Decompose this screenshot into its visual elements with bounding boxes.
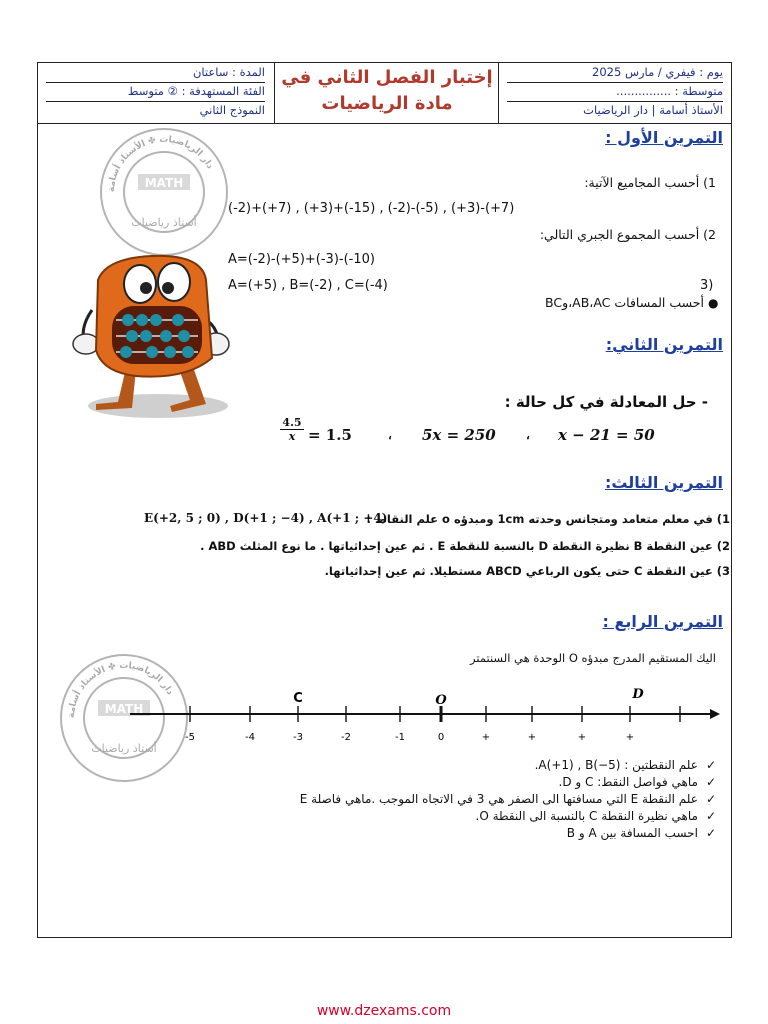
ex4-check-item-text: علم النقطتين : A(+1) , B(−5). <box>534 758 698 772</box>
point-D-label: D <box>632 687 644 702</box>
teacher-name: الأستاذ أسامة | دار الرياضيات <box>583 103 723 117</box>
ex1-sums-expression: (-2)+(+7) , (+3)+(-15) , (-2)-(-5) , (+3)-(+7) <box>228 201 515 216</box>
number-line-tick-label: -5 <box>185 732 195 743</box>
ex1-algebraic-sum-expression: A=(-2)-(+5)+(-3)-(-10) <box>228 252 375 267</box>
eq-separator-1: ، <box>388 428 392 442</box>
ex4-check-item <box>156 809 716 826</box>
ex1-points-values: A=(+5) , B=(-2) , C=(-4) <box>228 278 388 293</box>
eq1-numerator: 4.5 <box>280 416 304 430</box>
ex2-instruction: - حل المعادلة في كل حالة : <box>504 393 708 411</box>
ex3-points-list: E(+2, 5 ; 0) , D(+1 ; −4) , A(+1 ; +4) <box>144 511 388 525</box>
ex4-checklist <box>156 758 716 843</box>
number-line-tick-label: + <box>481 732 491 743</box>
exercise-4-title: التمرين الرابع : <box>602 612 723 631</box>
ex4-check-item-text: ماهي فواصل النقط: C و D. <box>558 775 698 789</box>
stamp-bottom-text-2: أستاذ رياضيات <box>91 742 157 755</box>
footer-url[interactable]: www.dzexams.com <box>316 1003 452 1019</box>
header-left-cell <box>38 63 273 123</box>
number-line-tick-label: + <box>577 732 587 743</box>
stamp-center-text-2: MATH <box>104 702 144 716</box>
number-line <box>130 680 730 760</box>
model-number: النموذج الثاني <box>199 103 265 117</box>
number-line-tick-label: + <box>527 732 537 743</box>
ex1-question-2: 2) أحسب المجموع الجبري التالي: <box>539 227 716 242</box>
checkmark-icon: ✓ <box>705 792 716 806</box>
number-line-tick-label: -4 <box>245 732 255 743</box>
school-name: متوسطة : ............... <box>507 84 723 102</box>
number-line-tick-label: + <box>625 732 635 743</box>
checkmark-icon: ✓ <box>705 775 716 789</box>
ex4-check-item <box>156 758 716 775</box>
number-line-tick-label: -2 <box>341 732 351 743</box>
stamp-ring-text-2: دار الرياضيات ✤ الأستاذ أسامة <box>66 660 175 719</box>
ex1-question-1: 1) أحسب المجاميع الآتية: <box>584 175 716 190</box>
exercise-2-title: التمرين الثاني: <box>605 335 723 354</box>
number-line-tick-label: -1 <box>395 732 405 743</box>
eq1-denominator: x <box>288 430 296 443</box>
ex3-question-1: 1) في معلم متعامد ومتجانس وحدته 1cm ومبدؤه o علم النقاط : <box>366 512 730 526</box>
ex1-question-3-text: أحسب المسافات AB،AC،وBC <box>545 295 704 310</box>
ex4-check-item <box>156 775 716 792</box>
eq2: 5x = 250 <box>422 426 496 444</box>
exam-date: يوم : فيفري / مارس 2025 <box>507 65 723 83</box>
ex4-check-item <box>156 792 716 809</box>
point-C-label: C <box>293 691 303 706</box>
header-right-cell <box>498 63 731 123</box>
ex4-check-item-text: احسب المسافة بين A و B <box>566 826 698 840</box>
ex2-equations-row <box>280 416 660 456</box>
exam-subject: مادة الرياضيات <box>321 93 453 114</box>
stamp-ring-text: دار الرياضيات ✤ الأستاذ أسامة <box>106 134 215 193</box>
ex1-question-3-number: 3) <box>700 278 714 293</box>
ex4-check-item-text: ماهي نظيرة النقطة C بالنسبة الى النقطة O. <box>475 809 698 823</box>
ex4-intro: اليك المستقيم المدرج مبدؤه O الوحدة هي السنتمتر <box>470 651 716 665</box>
watermark-stamp-top <box>98 126 230 258</box>
ex3-question-3: 3) عين النقطة C حتى يكون الرباعي ABCD مستطيلا. ثم عين إحداثياتها. <box>324 564 730 578</box>
number-line-tick-label: -3 <box>293 732 303 743</box>
exercise-1-title: التمرين الأول : <box>605 128 723 147</box>
eq1-rest: = 1.5 <box>308 426 352 444</box>
stamp-bottom-text: أستاذ رياضيات <box>131 216 197 229</box>
abacus-mascot-illustration <box>66 240 234 422</box>
bullet-icon: ● <box>708 296 719 310</box>
number-line-tick-label: 0 <box>437 732 445 743</box>
header-box <box>37 62 732 124</box>
checkmark-icon: ✓ <box>705 809 716 823</box>
target-level: الفئة المستهدفة : ② متوسط <box>46 84 265 102</box>
ex4-check-item-text: علم النقطة E التي مسافتها الى الصفر هي 3 في الاتجاه الموجب .ماهي فاصلة E <box>299 792 698 806</box>
ex3-question-2: 2) عين النقطة B نظيرة النقطة D بالنسبة للنقطة E . ثم عين إحداثياتها . ما نوع المثلث ABD . <box>200 539 730 553</box>
stamp-center-text: MATH <box>144 176 184 190</box>
exam-title: إختبار الفصل الثاني في <box>281 67 493 88</box>
header-title-cell <box>274 63 499 123</box>
ex4-check-item <box>156 826 716 843</box>
number-line-arrow <box>710 709 720 719</box>
point-O-label: O <box>435 693 447 708</box>
eq3: x − 21 = 50 <box>558 426 655 444</box>
checkmark-icon: ✓ <box>705 826 716 840</box>
checkmark-icon: ✓ <box>705 758 716 772</box>
exam-duration: المدة : ساعتان <box>46 65 265 83</box>
eq-separator-2: ، <box>526 428 530 442</box>
exercise-3-title: التمرين الثالث: <box>604 473 723 492</box>
